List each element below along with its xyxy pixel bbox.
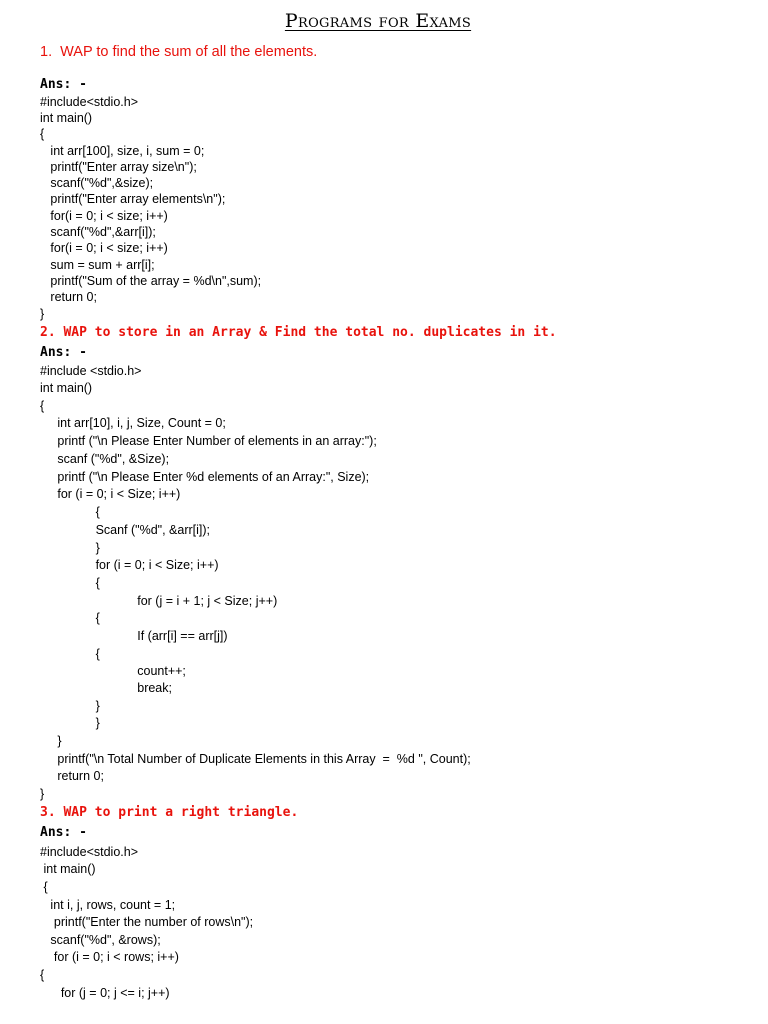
question-3-answer-label: Ans: - <box>40 825 87 840</box>
code-line: printf("Enter array size\n"); <box>40 160 197 174</box>
code-line: } <box>40 716 100 730</box>
question-3-heading: 3. WAP to print a right triangle. <box>40 805 299 820</box>
code-line: int arr[100], size, i, sum = 0; <box>40 144 205 158</box>
code-line: } <box>40 734 62 748</box>
code-line: for (j = 0; j <= i; j++) <box>40 986 170 1000</box>
code-line: printf("Enter array elements\n"); <box>40 192 226 206</box>
code-line: int main() <box>40 862 96 876</box>
code-line: If (arr[i] == arr[j]) <box>40 629 228 643</box>
code-line: sum = sum + arr[i]; <box>40 258 155 272</box>
code-line: #include<stdio.h> <box>40 845 138 859</box>
code-line: return 0; <box>40 769 104 783</box>
code-line: #include <stdio.h> <box>40 364 142 378</box>
code-line: { <box>40 880 48 894</box>
code-line: #include<stdio.h> <box>40 95 138 109</box>
code-line: } <box>40 541 100 555</box>
code-line: printf ("\n Please Enter Number of elements in an array:"); <box>40 434 377 448</box>
code-line: break; <box>40 681 172 695</box>
code-line: printf("\n Total Number of Duplicate Elements in this Array = %d ", Count); <box>40 752 471 766</box>
code-line: printf("Sum of the array = %d\n",sum); <box>40 274 262 288</box>
code-line: int main() <box>40 111 93 125</box>
code-line: } <box>40 699 100 713</box>
code-line: int main() <box>40 381 93 395</box>
code-line: { <box>40 647 100 661</box>
code-line: for (j = i + 1; j < Size; j++) <box>40 594 278 608</box>
code-line: count++; <box>40 664 186 678</box>
code-line: for (i = 0; i < Size; i++) <box>40 558 219 572</box>
code-line: int i, j, rows, count = 1; <box>40 898 176 912</box>
code-line: return 0; <box>40 290 97 304</box>
code-line: { <box>40 576 100 590</box>
code-line: scanf("%d",&size); <box>40 176 154 190</box>
code-line: } <box>40 787 45 801</box>
code-line: { <box>40 127 45 141</box>
page-title: Programs for Exams <box>284 10 472 32</box>
question-2-answer-label: Ans: - <box>40 345 87 360</box>
code-line: { <box>40 968 45 982</box>
code-line: Scanf ("%d", &arr[i]); <box>40 523 211 537</box>
code-line: { <box>40 611 100 625</box>
code-line: for(i = 0; i < size; i++) <box>40 209 168 223</box>
code-line: int arr[10], i, j, Size, Count = 0; <box>40 416 226 430</box>
question-1-heading: 1. WAP to find the sum of all the elements. <box>40 44 318 60</box>
code-line: { <box>40 505 100 519</box>
code-line: for(i = 0; i < size; i++) <box>40 241 168 255</box>
question-1-answer-label: Ans: - <box>40 77 87 92</box>
code-line: for (i = 0; i < rows; i++) <box>40 950 179 964</box>
code-line: scanf ("%d", &Size); <box>40 452 170 466</box>
code-line: scanf("%d",&arr[i]); <box>40 225 156 239</box>
question-2-heading: 2. WAP to store in an Array & Find the total no. duplicates in it. <box>40 325 557 340</box>
code-line: { <box>40 399 45 413</box>
code-line: scanf("%d", &rows); <box>40 933 161 947</box>
code-line: printf ("\n Please Enter %d elements of an Array:", Size); <box>40 470 370 484</box>
code-line: } <box>40 307 45 321</box>
code-line: for (i = 0; i < Size; i++) <box>40 487 181 501</box>
code-line: printf("Enter the number of rows\n"); <box>40 915 254 929</box>
